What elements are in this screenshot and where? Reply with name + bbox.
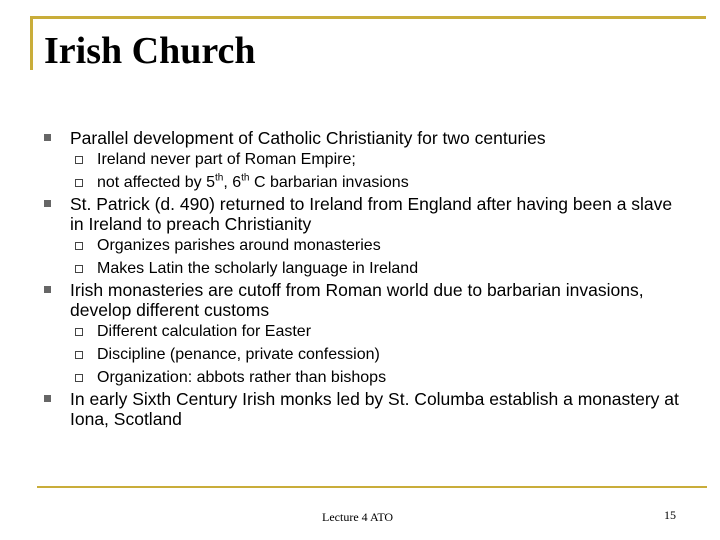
- title-frame-left: [30, 16, 33, 70]
- square-bullet-icon: [44, 286, 51, 293]
- hollow-square-bullet-icon: [75, 156, 83, 164]
- bullet-point-4: [40, 389, 690, 429]
- sub-bullet-text: Organization: abbots rather than bishops: [97, 369, 387, 386]
- bullet-point-text: In early Sixth Century Irish monks led by St. Columba establish a monastery at Iona, Scotland: [70, 389, 679, 429]
- sub-bullet-text: not affected by 5th, 6th C barbarian invasions: [97, 172, 409, 191]
- hollow-square-bullet-icon: [75, 328, 83, 336]
- hollow-square-bullet-icon: [75, 351, 83, 359]
- hollow-square-bullet-icon: [75, 374, 83, 382]
- bullet-point-text: Parallel development of Catholic Christianity for two centuries: [70, 128, 546, 148]
- slide-title: Irish Church: [44, 30, 256, 72]
- sub-bullet-text: Discipline (penance, private confession): [97, 346, 380, 363]
- bullet-point-2: [40, 194, 690, 234]
- slide-content: [40, 128, 690, 429]
- sub-bullet-2-2: [40, 257, 690, 280]
- sub-bullet-3-2: [40, 343, 690, 366]
- sub-bullet-1-2: [40, 171, 690, 194]
- sub-bullet-text: Organizes parishes around monasteries: [97, 237, 381, 254]
- sub-bullet-3-3: [40, 366, 690, 389]
- hollow-square-bullet-icon: [75, 242, 83, 250]
- page-number: 15: [664, 508, 676, 522]
- title-frame-top: [30, 16, 706, 19]
- hollow-square-bullet-icon: [75, 179, 83, 187]
- sub-bullet-3-1: [40, 320, 690, 343]
- sub-bullet-text: Ireland never part of Roman Empire;: [97, 151, 356, 168]
- sub-bullet-text: Makes Latin the scholarly language in Ireland: [97, 260, 419, 277]
- bullet-point-text: Irish monasteries are cutoff from Roman world due to barbarian invasions, develop different customs: [70, 280, 644, 320]
- sub-bullet-text: Different calculation for Easter: [97, 323, 312, 340]
- square-bullet-icon: [44, 200, 51, 207]
- footer-rule: [37, 486, 707, 488]
- sub-bullet-2-1: [40, 234, 690, 257]
- hollow-square-bullet-icon: [75, 265, 83, 273]
- square-bullet-icon: [44, 395, 51, 402]
- square-bullet-icon: [44, 134, 51, 141]
- bullet-point-text: St. Patrick (d. 490) returned to Ireland from England after having been a slave in Ireland to preach Christianity: [70, 194, 673, 234]
- bullet-point-1: [40, 128, 690, 148]
- bullet-point-3: [40, 280, 690, 320]
- footer-text: Lecture 4 ATO: [322, 510, 394, 524]
- sub-bullet-1-1: [40, 148, 690, 171]
